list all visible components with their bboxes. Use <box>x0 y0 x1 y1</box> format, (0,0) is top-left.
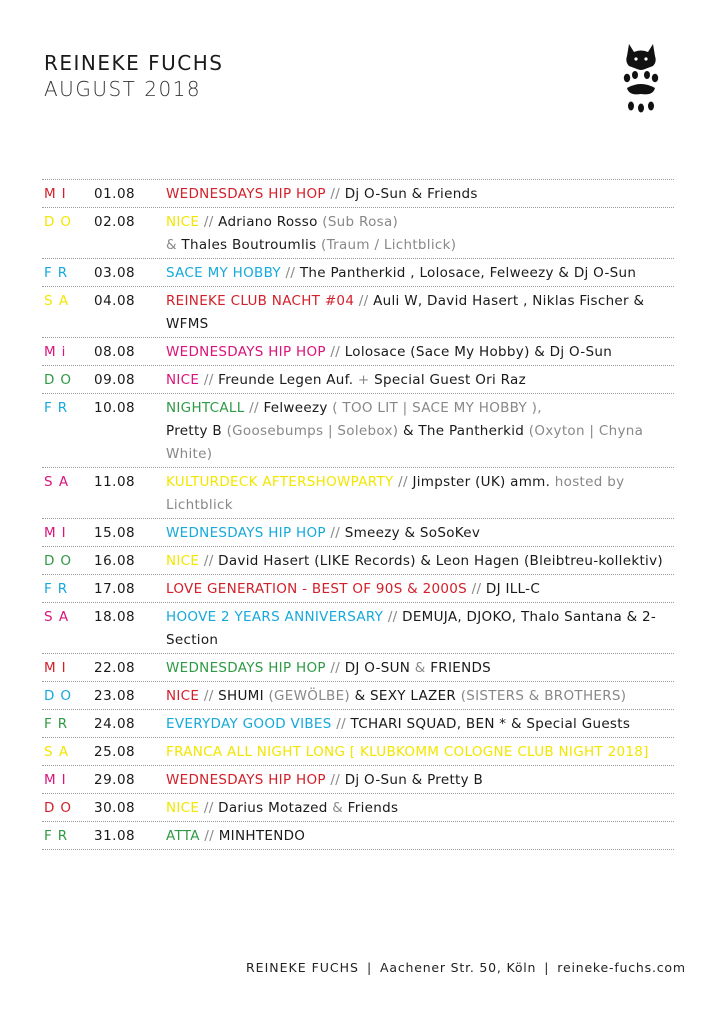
event-detail: TCHARI SQUAD, BEN * & Special Guests <box>350 716 631 732</box>
event-detail: (SISTERS & BROTHERS) <box>460 688 627 704</box>
event-detail: SHUMI <box>218 688 269 704</box>
schedule-row <box>42 653 674 681</box>
event-detail: Friends <box>347 800 399 816</box>
event-info <box>166 685 674 708</box>
schedule-row <box>42 681 674 709</box>
event-title: LOVE GENERATION - BEST OF 90S & 2000S <box>166 581 467 597</box>
event-date: 31.08 <box>94 828 136 844</box>
event-title: WEDNESDAYS HIP HOP <box>166 525 326 541</box>
event-detail: // <box>331 716 351 732</box>
event-detail: Felweezy <box>263 400 333 416</box>
event-detail: // <box>467 581 486 597</box>
schedule-row <box>42 286 674 337</box>
event-detail: Thales Boutroumlis <box>181 237 321 253</box>
weekday-label: MI <box>44 660 72 676</box>
weekday-label: MI <box>44 186 72 202</box>
event-detail: (Sub Rosa) <box>322 214 399 230</box>
event-detail: David Hasert (LIKE Records) & Leon Hagen (Bleibtreu-kollektiv) <box>218 553 663 569</box>
event-detail: (Goosebumps | Solebox) <box>226 423 403 439</box>
event-date: 01.08 <box>94 186 136 202</box>
event-detail: & <box>414 660 431 676</box>
event-date: 25.08 <box>94 744 136 760</box>
event-detail: // <box>325 344 345 360</box>
event-detail: // <box>199 553 219 569</box>
event-detail: DJ O-SUN <box>344 660 415 676</box>
event-detail: & <box>166 237 182 253</box>
weekday-label: SA <box>44 744 75 760</box>
event-detail: Darius Motazed <box>218 800 333 816</box>
event-title: WEDNESDAYS HIP HOP <box>166 344 326 360</box>
event-info <box>166 369 674 392</box>
weekday-label: FR <box>44 828 74 844</box>
event-detail: // <box>244 400 264 416</box>
schedule-row <box>42 602 674 653</box>
event-detail: // <box>199 688 219 704</box>
event-date: 30.08 <box>94 800 136 816</box>
event-detail: (Oxyton | Chyna White) <box>166 423 644 462</box>
event-detail: hosted by Lichtblick <box>166 474 625 513</box>
weekday-label: FR <box>44 400 74 416</box>
event-title: NICE <box>166 214 200 230</box>
page-header <box>44 50 223 102</box>
event-title: NICE <box>166 800 200 816</box>
event-date: 11.08 <box>94 474 136 490</box>
schedule-row <box>42 518 674 546</box>
event-info <box>166 522 674 545</box>
event-detail: // <box>325 660 345 676</box>
event-info <box>166 713 674 736</box>
footer-website-link[interactable]: reineke-fuchs.com <box>557 960 686 975</box>
schedule-row <box>42 467 674 518</box>
event-title: NIGHTCALL <box>166 400 245 416</box>
weekday-label: DO <box>44 372 78 388</box>
event-title: SACE MY HOBBY <box>166 265 281 281</box>
event-date: 10.08 <box>94 400 136 416</box>
event-info <box>166 578 674 601</box>
event-detail: Smeezy & SoSoKev <box>344 525 481 541</box>
weekday-label: DO <box>44 688 78 704</box>
event-detail: // <box>199 372 219 388</box>
weekday-label: MI <box>44 772 72 788</box>
schedule-row <box>42 546 674 574</box>
event-detail: & <box>332 800 348 816</box>
event-detail: // <box>280 265 300 281</box>
event-info <box>166 769 674 792</box>
event-info <box>166 606 674 652</box>
event-detail: The Pantherkid , Lolosace, Felweezy & Dj O-Sun <box>299 265 637 281</box>
event-detail: Freunde Legen Auf. <box>218 372 358 388</box>
event-detail: (Traum / Lichtblick) <box>321 237 457 253</box>
event-title: HOOVE 2 YEARS ANNIVERSARY <box>166 609 384 625</box>
event-date: 17.08 <box>94 581 136 597</box>
event-detail: // <box>199 214 219 230</box>
event-info <box>166 741 674 764</box>
event-info <box>166 471 674 517</box>
event-info <box>166 211 674 257</box>
event-info <box>166 262 674 285</box>
event-detail: Jimpster (UK) amm. <box>412 474 555 490</box>
event-detail: Auli W, David Hasert , Niklas Fischer & WFMS <box>166 293 645 332</box>
event-detail: // <box>383 609 403 625</box>
weekday-label: MI <box>44 525 72 541</box>
event-detail: DJ ILL-C <box>485 581 541 597</box>
event-date: 23.08 <box>94 688 136 704</box>
weekday-label: DO <box>44 800 78 816</box>
event-date: 08.08 <box>94 344 136 360</box>
event-date: 15.08 <box>94 525 136 541</box>
event-title: KULTURDECK AFTERSHOWPARTY <box>166 474 394 490</box>
event-info <box>166 550 674 573</box>
event-info <box>166 183 674 206</box>
weekday-label: SA <box>44 609 75 625</box>
event-info <box>166 341 674 364</box>
schedule-row <box>42 258 674 286</box>
event-detail: DEMUJA, DJOKO, Thalo Santana & 2-Section <box>166 609 657 648</box>
event-title: REINEKE CLUB NACHT #04 <box>166 293 355 309</box>
event-detail: // <box>199 800 219 816</box>
event-date: 09.08 <box>94 372 136 388</box>
event-title: WEDNESDAYS HIP HOP <box>166 660 326 676</box>
event-title: FRANCA ALL NIGHT LONG [ KLUBKOMM COLOGNE CLUB NIGHT 2018] <box>166 744 649 760</box>
event-detail: FRIENDS <box>430 660 492 676</box>
event-title: WEDNESDAYS HIP HOP <box>166 772 326 788</box>
weekday-label: DO <box>44 553 78 569</box>
schedule-row <box>42 207 674 258</box>
event-detail: & SEXY LAZER <box>354 688 461 704</box>
weekday-label: FR <box>44 265 74 281</box>
schedule-row <box>42 365 674 393</box>
footer-name: REINEKE FUCHS <box>246 960 359 975</box>
event-date: 22.08 <box>94 660 136 676</box>
event-title: ATTA <box>166 828 200 844</box>
event-info <box>166 657 674 680</box>
event-detail: (GEWÖLBE) <box>268 688 355 704</box>
event-detail: Adriano Rosso <box>218 214 323 230</box>
event-detail: ( TOO LIT | SACE MY HOBBY ), <box>332 400 542 416</box>
event-info <box>166 397 674 466</box>
event-detail: // <box>354 293 374 309</box>
schedule-row <box>42 793 674 821</box>
schedule-row <box>42 765 674 793</box>
schedule-row <box>42 393 674 467</box>
event-title: NICE <box>166 688 200 704</box>
schedule-row <box>42 337 674 365</box>
footer-divider: | <box>544 960 550 975</box>
weekday-label: SA <box>44 293 75 309</box>
page-title: REINEKE FUCHS <box>44 51 224 75</box>
event-detail: // <box>393 474 413 490</box>
event-detail: // <box>325 525 345 541</box>
event-date: 24.08 <box>94 716 136 732</box>
event-title: NICE <box>166 553 200 569</box>
event-detail: & The Pantherkid <box>402 423 529 439</box>
event-detail: Dj O-Sun & Friends <box>344 186 478 202</box>
event-detail: Dj O-Sun & Pretty B <box>344 772 484 788</box>
event-date: 02.08 <box>94 214 136 230</box>
event-title: WEDNESDAYS HIP HOP <box>166 186 326 202</box>
event-detail: // <box>325 186 345 202</box>
weekday-label: SA <box>44 474 75 490</box>
event-info <box>166 290 674 336</box>
event-date: 18.08 <box>94 609 136 625</box>
event-detail: Special Guest Ori Raz <box>374 372 526 388</box>
event-info <box>166 797 674 820</box>
weekday-label: FR <box>44 716 74 732</box>
event-detail: MINHTENDO <box>218 828 306 844</box>
weekday-label: FR <box>44 581 74 597</box>
event-date: 03.08 <box>94 265 136 281</box>
event-date: 29.08 <box>94 772 136 788</box>
fox-paw-logo-icon <box>617 42 665 122</box>
schedule-row <box>42 179 674 207</box>
event-date: 04.08 <box>94 293 136 309</box>
event-detail: // <box>325 772 345 788</box>
event-date: 16.08 <box>94 553 136 569</box>
event-title: NICE <box>166 372 200 388</box>
event-detail: Pretty B <box>166 423 227 439</box>
footer-divider: | <box>367 960 373 975</box>
page-footer <box>246 960 686 975</box>
schedule-row <box>42 709 674 737</box>
footer-address: Aachener Str. 50, Köln <box>380 960 537 975</box>
event-detail: + <box>357 372 375 388</box>
schedule-row <box>42 574 674 602</box>
schedule-row <box>42 737 674 765</box>
event-detail: Lolosace (Sace My Hobby) & Dj O-Sun <box>344 344 613 360</box>
weekday-label: DO <box>44 214 78 230</box>
weekday-label: Mi <box>44 344 72 360</box>
page-subtitle: AUGUST 2018 <box>44 77 202 101</box>
event-info <box>166 825 674 848</box>
schedule-row <box>42 821 674 850</box>
event-schedule <box>42 179 674 850</box>
event-title: EVERYDAY GOOD VIBES <box>166 716 332 732</box>
event-detail: // <box>199 828 219 844</box>
